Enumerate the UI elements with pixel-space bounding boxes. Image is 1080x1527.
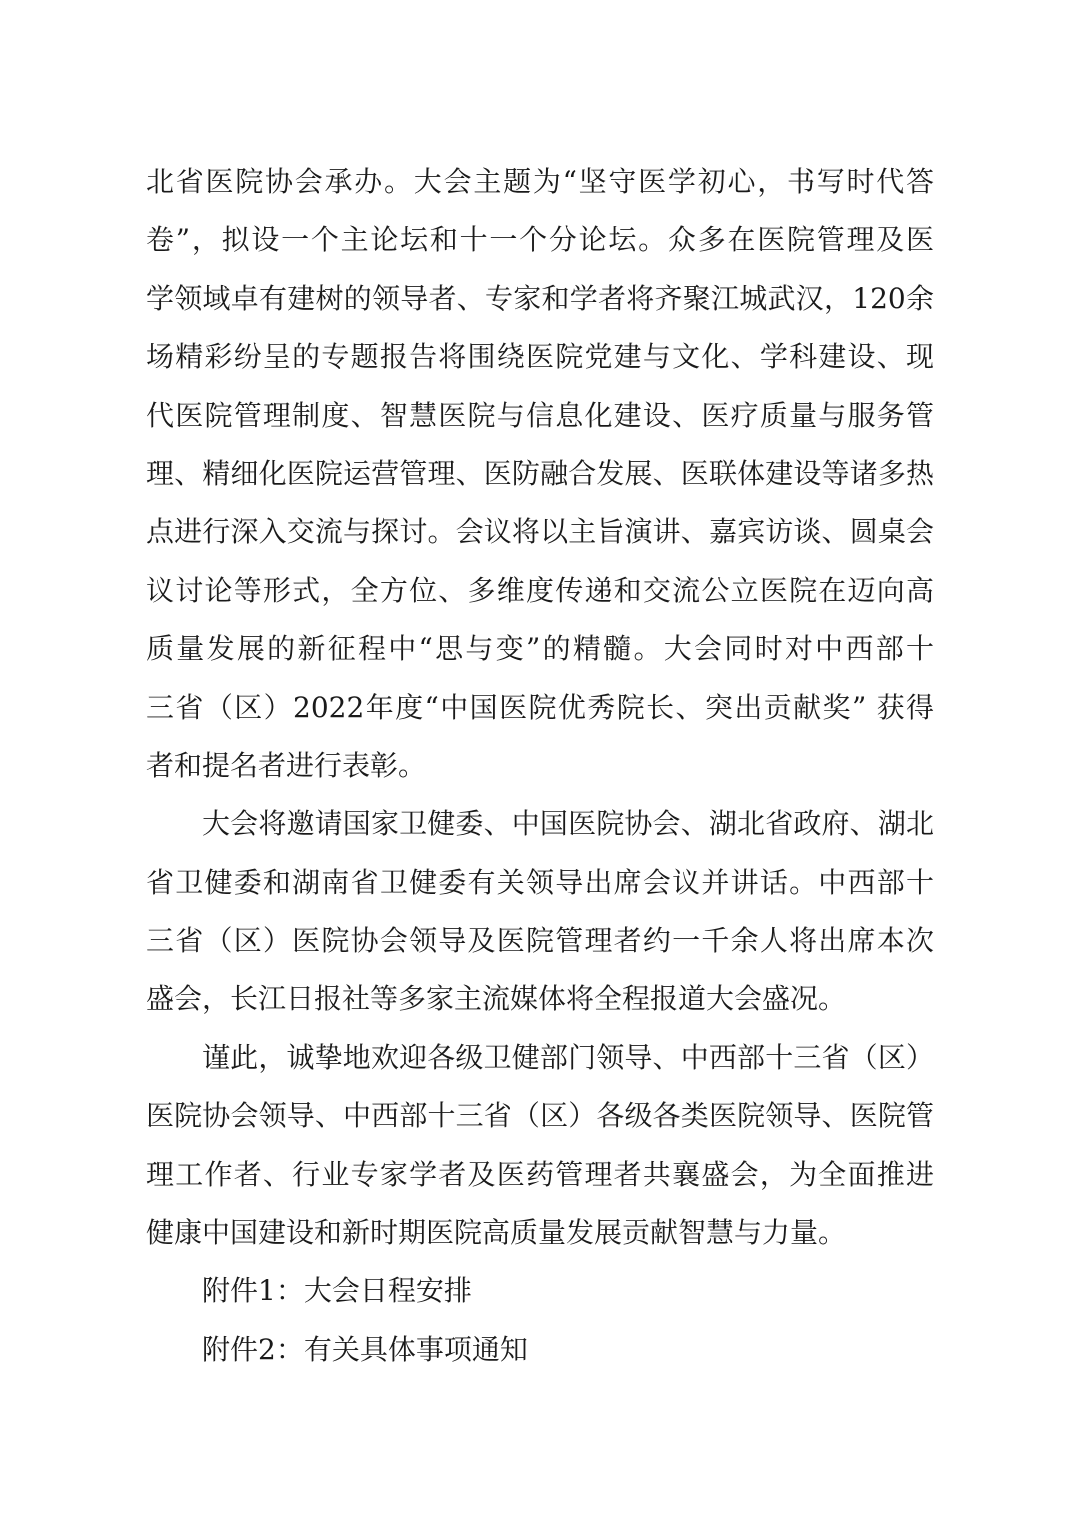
- text-line: 谨此，诚挚地欢迎各级卫健部门领导、中西部十三省（区）: [202, 1040, 934, 1074]
- text-line: 理、精细化医院运营管理、医防融合发展、医联体建设等诸多热: [146, 456, 934, 490]
- text-line: 三省（区）医院协会领导及医院管理者约一千余人将出席本次: [146, 924, 934, 958]
- text-line: 者和提名者进行表彰。: [146, 748, 427, 782]
- document-body: [146, 153, 934, 1379]
- text-line: 场精彩纷呈的专题报告将围绕医院党建与文化、学科建设、现: [146, 340, 934, 374]
- paragraph-welcome: [146, 1029, 934, 1263]
- text-line: 议讨论等形式，全方位、多维度传递和交流公立医院在迈向高: [146, 573, 934, 607]
- text-line: 健康中国建设和新时期医院高质量发展贡献智慧与力量。: [146, 1216, 847, 1250]
- paragraph-invited-guests: [146, 795, 934, 1029]
- text-line: 质量发展的新征程中“思与变”的精髓。大会同时对中西部十: [146, 632, 934, 666]
- text-line: 盛会，长江日报社等多家主流媒体将全程报道大会盛况。: [146, 982, 847, 1016]
- text-line: 理工作者、行业专家学者及医药管理者共襄盛会，为全面推进: [146, 1157, 934, 1191]
- attachment-1: [146, 1262, 934, 1320]
- text-line: 代医院管理制度、智慧医院与信息化建设、医疗质量与服务管: [146, 398, 934, 432]
- text-line: 卷”，拟设一个主论坛和十一个分论坛。众多在医院管理及医: [146, 223, 934, 257]
- text-line: 大会将邀请国家卫健委、中国医院协会、湖北省政府、湖北: [202, 807, 934, 841]
- text-line: 北省医院协会承办。大会主题为“坚守医学初心，书写时代答: [146, 165, 934, 198]
- text-line: 点进行深入交流与探讨。会议将以主旨演讲、嘉宾访谈、圆桌会: [146, 515, 934, 549]
- text-line: 省卫健委和湖南省卫健委有关领导出席会议并讲话。中西部十: [146, 865, 934, 899]
- text-line: 医院协会领导、中西部十三省（区）各级各类医院领导、医院管: [146, 1099, 934, 1133]
- attachment-label: 附件1：大会日程安排: [202, 1274, 472, 1308]
- text-line: 三省（区）2022年度“中国医院优秀院长、突出贡献奖” 获得: [146, 690, 934, 724]
- attachment-label: 附件2：有关具体事项通知: [202, 1332, 528, 1366]
- attachment-2: [146, 1321, 934, 1379]
- paragraph-conference-theme: [146, 153, 934, 795]
- text-line: 学领域卓有建树的领导者、专家和学者将齐聚江城武汉，120余: [146, 281, 934, 315]
